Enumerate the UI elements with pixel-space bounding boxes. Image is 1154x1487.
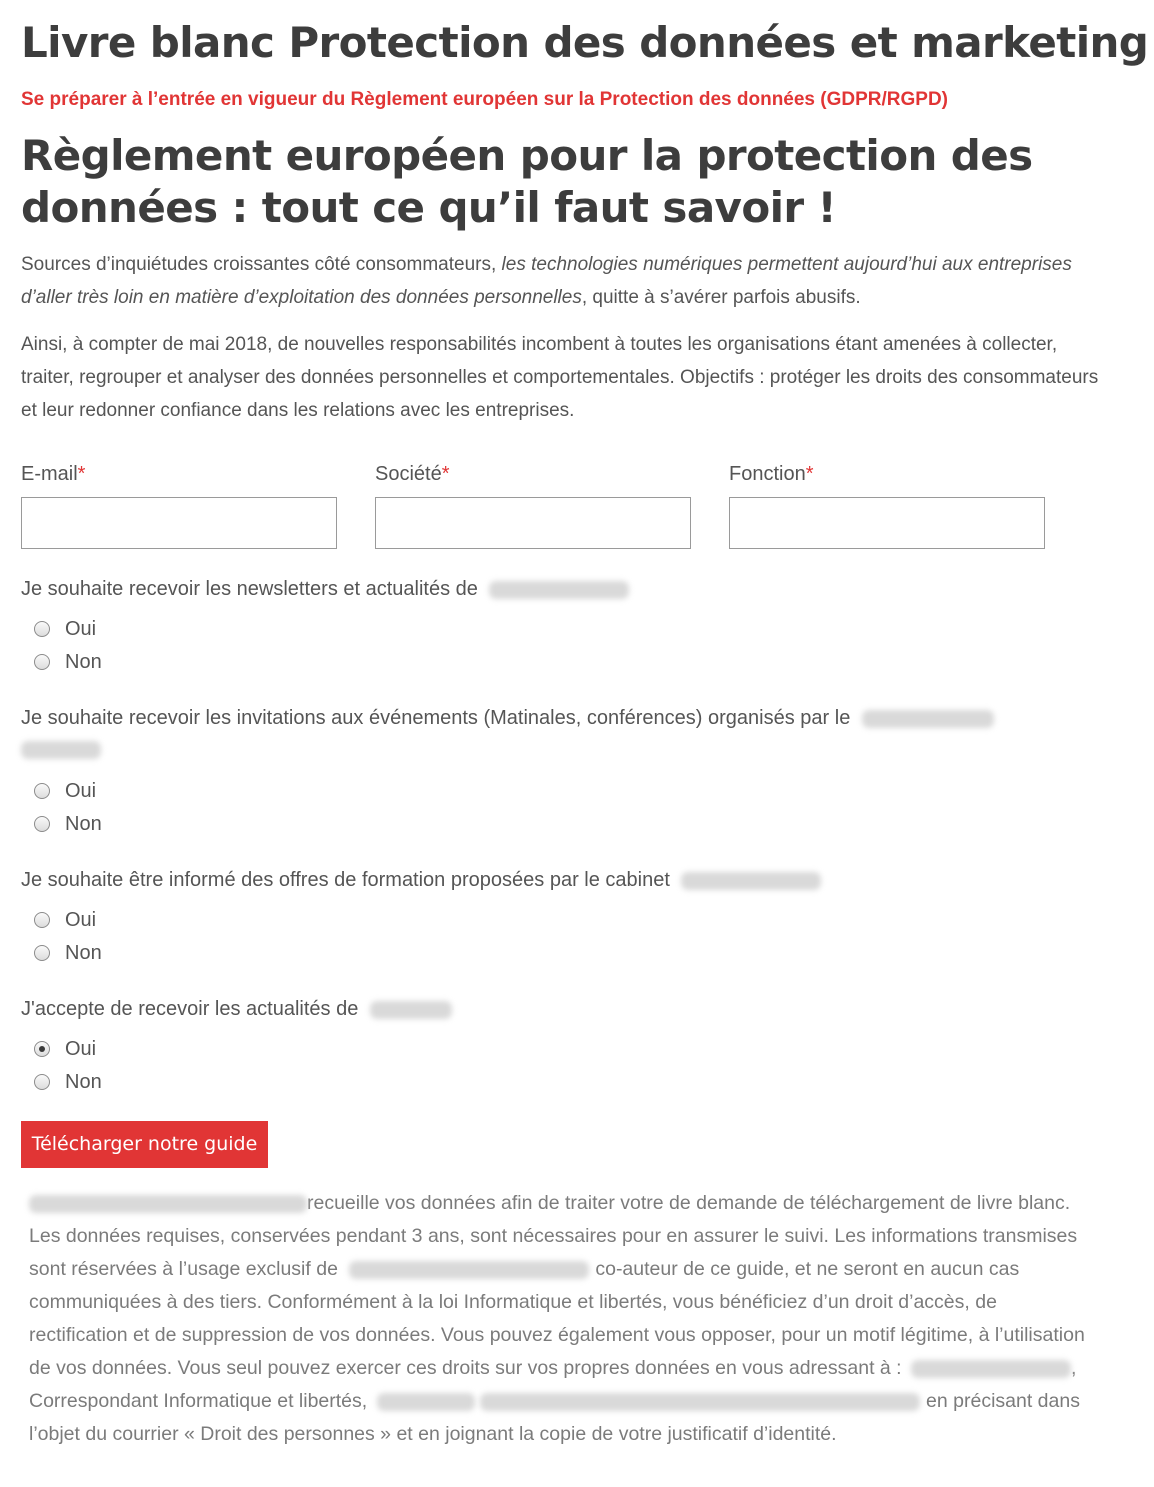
newsletter-option-yes[interactable] <box>34 615 96 643</box>
email-input[interactable] <box>21 497 337 549</box>
radio-button[interactable] <box>34 783 50 799</box>
page-subtitle: Se préparer à l’entrée en vigueur du Règlement européen sur la Protection des données (GDPR/RGPD) <box>21 89 949 110</box>
redacted-postal-address <box>377 1393 475 1411</box>
news-consent-option-yes[interactable] <box>34 1035 96 1063</box>
events-option-no[interactable] <box>34 810 102 838</box>
redacted-company-name <box>29 1195 307 1213</box>
required-mark: * <box>805 463 814 485</box>
download-guide-button[interactable]: Télécharger notre guide <box>21 1121 268 1168</box>
radio-button[interactable] <box>34 1074 50 1090</box>
redacted-company-name <box>862 710 994 728</box>
option-label: Oui <box>65 618 97 640</box>
function-label <box>729 461 814 487</box>
training-question-text: Je souhaite être informé des offres de formation proposées par le cabinet <box>21 869 670 891</box>
redacted-company-name <box>681 872 821 890</box>
company-label <box>375 461 450 487</box>
section-heading: Règlement européen pour la protection des données : tout ce qu’il faut savoir ! <box>21 131 1033 232</box>
redacted-company-name-continued <box>21 741 101 759</box>
intro-text-italic: les technologies numériques permettent aujourd’hui aux entreprises d’aller très loin en matière d’exploitation des données personnelles <box>21 254 1072 308</box>
legal-text-part-1: recueille vos données afin de traiter votre de demande de téléchargement de livre blanc. Les données requises, conservées pendant 3 ans, sont nécessaires pour en assurer le suivi. Les informations transmises sont réservées à l’usage exclusif de <box>29 1192 1078 1280</box>
radio-button[interactable] <box>34 945 50 961</box>
option-label: Non <box>65 651 102 673</box>
intro-text-end: , quitte à s’avérer parfois abusifs. <box>581 287 861 308</box>
redacted-company-name <box>349 1261 589 1279</box>
legal-text-part-4: en précisant dans l’objet du courrier « Droit des personnes » et en joignant la copie de votre justificatif d’identité. <box>29 1390 1080 1445</box>
training-question <box>21 867 821 893</box>
company-input[interactable] <box>375 497 691 549</box>
radio-button-selected[interactable] <box>34 1041 50 1057</box>
option-label: Oui <box>65 909 97 931</box>
redacted-postal-address <box>480 1393 920 1411</box>
function-input[interactable] <box>729 497 1045 549</box>
legal-text-part-2: co-auteur de ce guide, et ne seront en aucun cas communiquées à des tiers. Conformément à la loi Informatique et libertés, vous bénéficiez d’un droit d’accès, de rectification et de suppression de vos données. Vous pouvez également vous opposer, pour un motif légitime, à l’utilisation de vos données. Vous seul pouvez exercer ces droits sur vos propres données en vous adressant à : <box>29 1258 1085 1379</box>
intro-paragraph-1 <box>21 248 1101 314</box>
redacted-company-name <box>489 581 629 599</box>
newsletter-option-no[interactable] <box>34 648 102 676</box>
required-mark: * <box>441 463 450 485</box>
option-label: Non <box>65 813 102 835</box>
page-title: Livre blanc Protection des données et marketing <box>21 18 1149 67</box>
company-label-text: Société <box>375 463 442 485</box>
redacted-company-name <box>370 1001 452 1019</box>
radio-button[interactable] <box>34 816 50 832</box>
newsletter-question <box>21 576 629 602</box>
training-option-no[interactable] <box>34 939 102 967</box>
events-question <box>21 705 994 731</box>
intro-paragraph-2: Ainsi, à compter de mai 2018, de nouvelles responsabilités incombent à toutes les organisations étant amenées à collecter, traiter, regrouper et analyser des données personnelles et comportementales. Objectifs : protéger les droits des consommateurs et leur redonner confiance dans les relations avec les entreprises. <box>21 334 1099 421</box>
events-option-yes[interactable] <box>34 777 96 805</box>
training-option-yes[interactable] <box>34 906 96 934</box>
legal-notice <box>29 1187 1099 1451</box>
radio-button[interactable] <box>34 621 50 637</box>
intro-text-start: Sources d’inquiétudes croissantes côté consommateurs, <box>21 254 502 275</box>
events-question-text: Je souhaite recevoir les invitations aux événements (Matinales, conférences) organisés par le <box>21 707 851 729</box>
news-consent-option-no[interactable] <box>34 1068 102 1096</box>
legal-text-part-3: , Correspondant Informatique et libertés, <box>29 1357 1077 1412</box>
option-label: Non <box>65 942 102 964</box>
required-mark: * <box>77 463 86 485</box>
newsletter-question-text: Je souhaite recevoir les newsletters et actualités de <box>21 578 478 600</box>
redacted-contact-name <box>911 1360 1071 1378</box>
news-consent-question <box>21 996 452 1022</box>
option-label: Oui <box>65 1038 97 1060</box>
email-label-text: E-mail <box>21 463 78 485</box>
radio-button[interactable] <box>34 654 50 670</box>
function-label-text: Fonction <box>729 463 806 485</box>
news-consent-question-text: J'accepte de recevoir les actualités de <box>21 998 359 1020</box>
option-label: Non <box>65 1071 102 1093</box>
option-label: Oui <box>65 780 97 802</box>
email-label <box>21 461 85 487</box>
radio-button[interactable] <box>34 912 50 928</box>
